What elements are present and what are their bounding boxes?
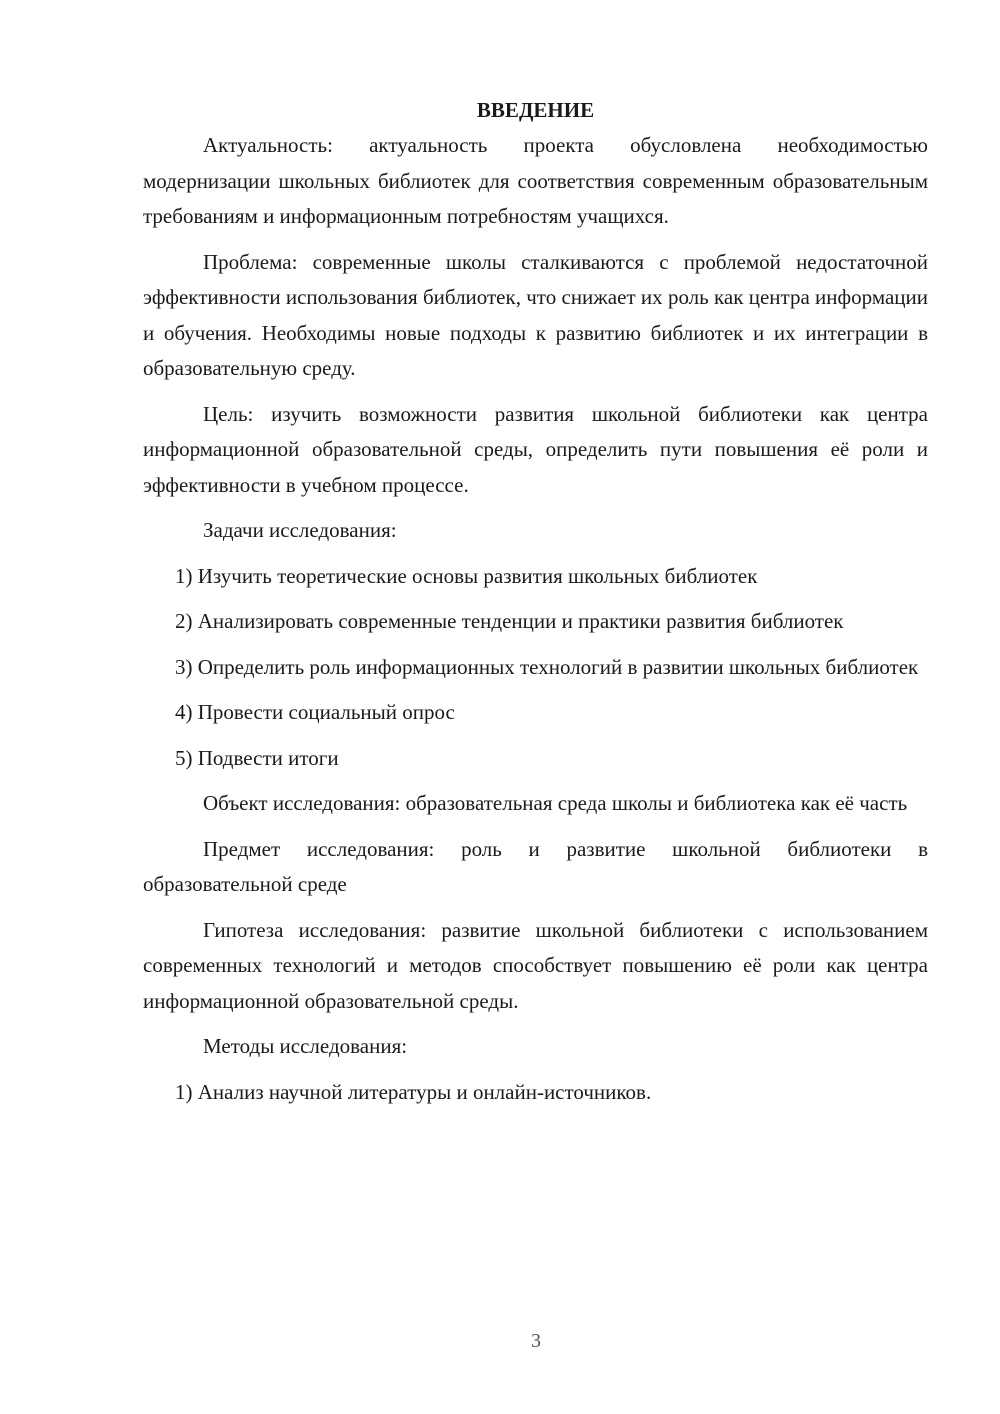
section-title: ВВЕДЕНИЕ — [476, 98, 595, 122]
task-item: 3) Определить роль информационных технологий в развитии школьных библиотек — [175, 654, 919, 679]
page-number: 3 — [531, 1330, 541, 1352]
paragraph-tasks-heading: Задачи исследования: — [203, 518, 397, 542]
paragraph-methods-heading: Методы исследования: — [203, 1034, 408, 1058]
document-page — [143, 93, 928, 1120]
paragraph-relevance: Актуальность: актуальность проекта обусловлена необходимостью модернизации школьных библиотек для соответствия современным образовательным требованиям и информационным потребностям учащихся. — [143, 133, 928, 228]
paragraph-object: Объект исследования: образовательная среда школы и библиотека как её часть — [203, 791, 908, 815]
task-item: 2) Анализировать современные тенденции и практики развития библиотек — [175, 609, 844, 633]
paragraph-goal: Цель: изучить возможности развития школьной библиотеки как центра информационной образовательной среды, определить пути повышения её роли и эффективности в учебном процессе. — [143, 401, 928, 497]
paragraph-problem: Проблема: современные школы сталкиваются с проблемой недостаточной эффективности использования библиотек, что снижает их роль как центра информации и обучения. Необходимы новые подходы к развитию библиотек и их интеграции в образовательную среду. — [143, 249, 928, 380]
task-item: 5) Подвести итоги — [175, 745, 339, 770]
paragraph-hypothesis: Гипотеза исследования: развитие школьной библиотеки с использованием современных технологий и методов способствует повышению её роли как центра информационной образовательной среды. — [143, 917, 928, 1013]
task-item: 4) Провести социальный опрос — [175, 700, 455, 724]
paragraph-subject: Предмет исследования: роль и развитие школьной библиотеки в образовательной среде — [143, 836, 928, 896]
method-item: 1) Анализ научной литературы и онлайн-источников. — [175, 1079, 652, 1104]
task-item: 1) Изучить теоретические основы развития школьных библиотек — [175, 563, 758, 588]
